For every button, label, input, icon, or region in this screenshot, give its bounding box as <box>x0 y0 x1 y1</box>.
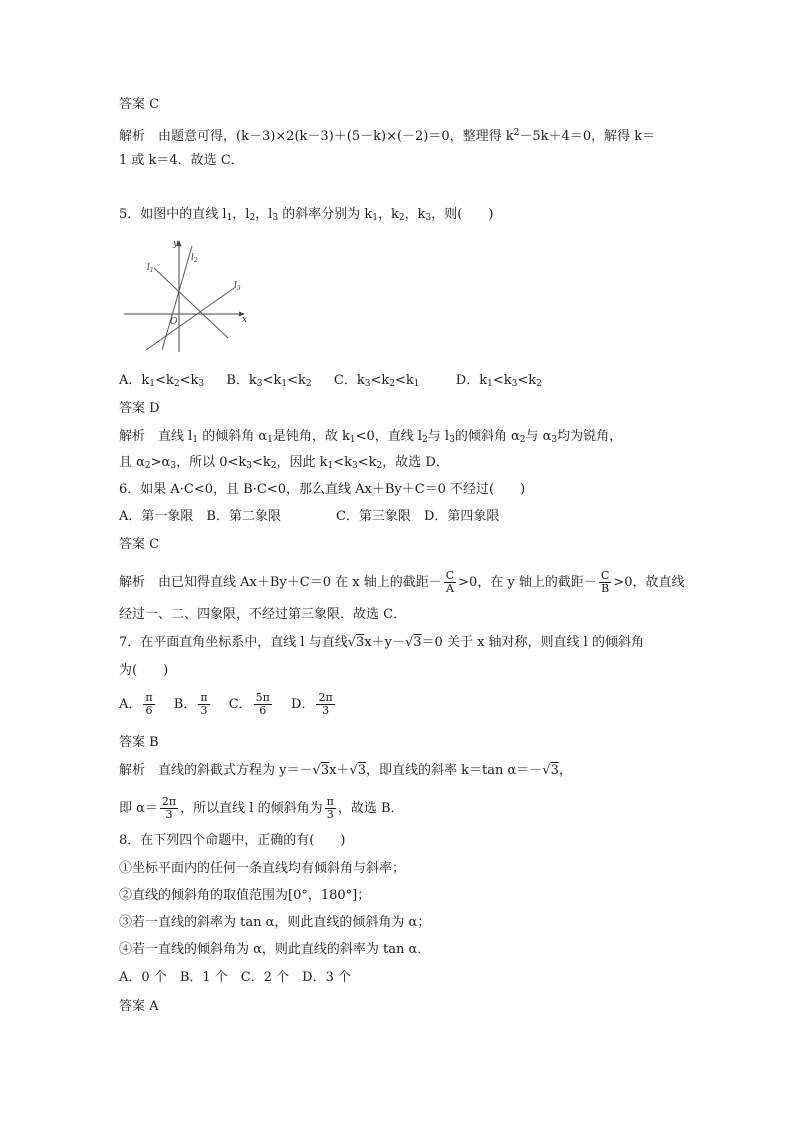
analysis-line-prev-1: 解析 由题意可得，(k－3)×2(k－3)＋(5－k)×(－2)＝0，整理得 $k^2-5k+4=0$，解得 k＝ <box>119 128 656 144</box>
line-l3 <box>146 288 234 350</box>
label-l1: $l_1$ <box>147 263 154 274</box>
q6-stem: 6．如果 A·C<0，且 B·C<0，那么直线 Ax＋By＋C＝0 不经过( ) <box>119 482 526 497</box>
label-l3: $l_3$ <box>234 281 241 292</box>
q7-stem-2: 为( ) <box>119 663 169 678</box>
q5-answer: 答案 D <box>119 401 160 416</box>
line-l2 <box>162 246 192 350</box>
q6-options: A．第一象限 B．第二象限 C．第三象限 D．第四象限 <box>119 509 500 524</box>
q6-answer: 答案 C <box>119 537 160 552</box>
q8-item-2: ②直线的倾斜角的取值范围为[0°，180°]； <box>119 888 371 903</box>
q7-options: A． $\frac{\pi}{6}$ B． $\frac{\pi}{3}$ C． $\frac{5\pi}{6}$ D． $\frac{2\pi}{3}$ <box>119 691 333 717</box>
q8-item-1: ①坐标平面内的任何一条直线均有倾斜角与斜率； <box>119 861 406 876</box>
q8-options: A．0 个 B．1 个 C．2 个 D．3 个 <box>119 970 351 985</box>
q5-analysis-2: 且 $\alpha_2>\alpha_3$，所以 $0<k_3<k_2$，因此 $k_1<k_3<k_2$，故选 D． <box>119 455 449 471</box>
q8-stem: 8．在下列四个命题中，正确的有( ) <box>119 833 346 848</box>
label-x: x <box>242 315 248 325</box>
q5-lines-figure <box>124 238 248 356</box>
q6-analysis-2: 经过一、二、四象限，不经过第三象限．故选 C． <box>119 607 407 622</box>
line-l1 <box>154 268 228 338</box>
q8-item-4: ④若一直线的倾斜角为 α，则此直线的斜率为 tan α． <box>119 942 431 957</box>
q6-analysis-1: 解析 由已知得直线 Ax＋By＋C＝0 在 x 轴上的截距－ $\frac{C}{A}$ >0，在 y 轴上的截距－ $\frac{C}{B}$ >0，故直线 <box>119 569 685 595</box>
q5-analysis-1: 解析 直线 $l_1$ 的倾斜角 $\alpha_1$是钝角，故 $k_1<0$，直线 $l_2$与 $l_3$的倾斜角 $\alpha_2$与 $\alpha_3$均为锐角， <box>119 429 623 445</box>
q5-stem: 5．如图中的直线 $l_1$，$l_2$，$l_3$ 的斜率分别为 $k_1$，$k_2$，$k_3$，则( ) <box>119 207 494 223</box>
label-y: y <box>173 239 179 249</box>
q7-answer: 答案 B <box>119 735 159 750</box>
label-l2: $l_2$ <box>191 253 198 264</box>
q7-analysis-1: 解析 直线的斜截式方程为 y＝－√3x＋√3，即直线的斜率 k＝tan α＝－√3， <box>119 763 572 778</box>
q7-stem-1: 7．在平面直角坐标系中，直线 l 与直线√3x＋y－√3＝0 关于 x 轴对称，则直线 l 的倾斜角 <box>119 635 644 650</box>
q5-options: A．$k_1<k_2<k_3$ B．$k_3<k_1<k_2$ C．$k_3<k_2<k_1$ D．$k_1<k_3<k_2$ <box>119 373 542 389</box>
q8-answer: 答案 A <box>119 999 159 1014</box>
analysis-line-prev-2: 1 或 k＝4．故选 C． <box>119 153 244 168</box>
answer-line-prev: 答案 C <box>119 97 160 112</box>
q7-analysis-2: 即 α＝ $\frac{2\pi}{3}$ ，所以直线 l 的倾斜角为 $\frac{\pi}{3}$ ，故选 B． <box>119 795 404 821</box>
q8-item-3: ③若一直线的斜率为 tan α，则此直线的倾斜角为 α； <box>119 915 431 930</box>
label-origin: O <box>170 317 178 327</box>
